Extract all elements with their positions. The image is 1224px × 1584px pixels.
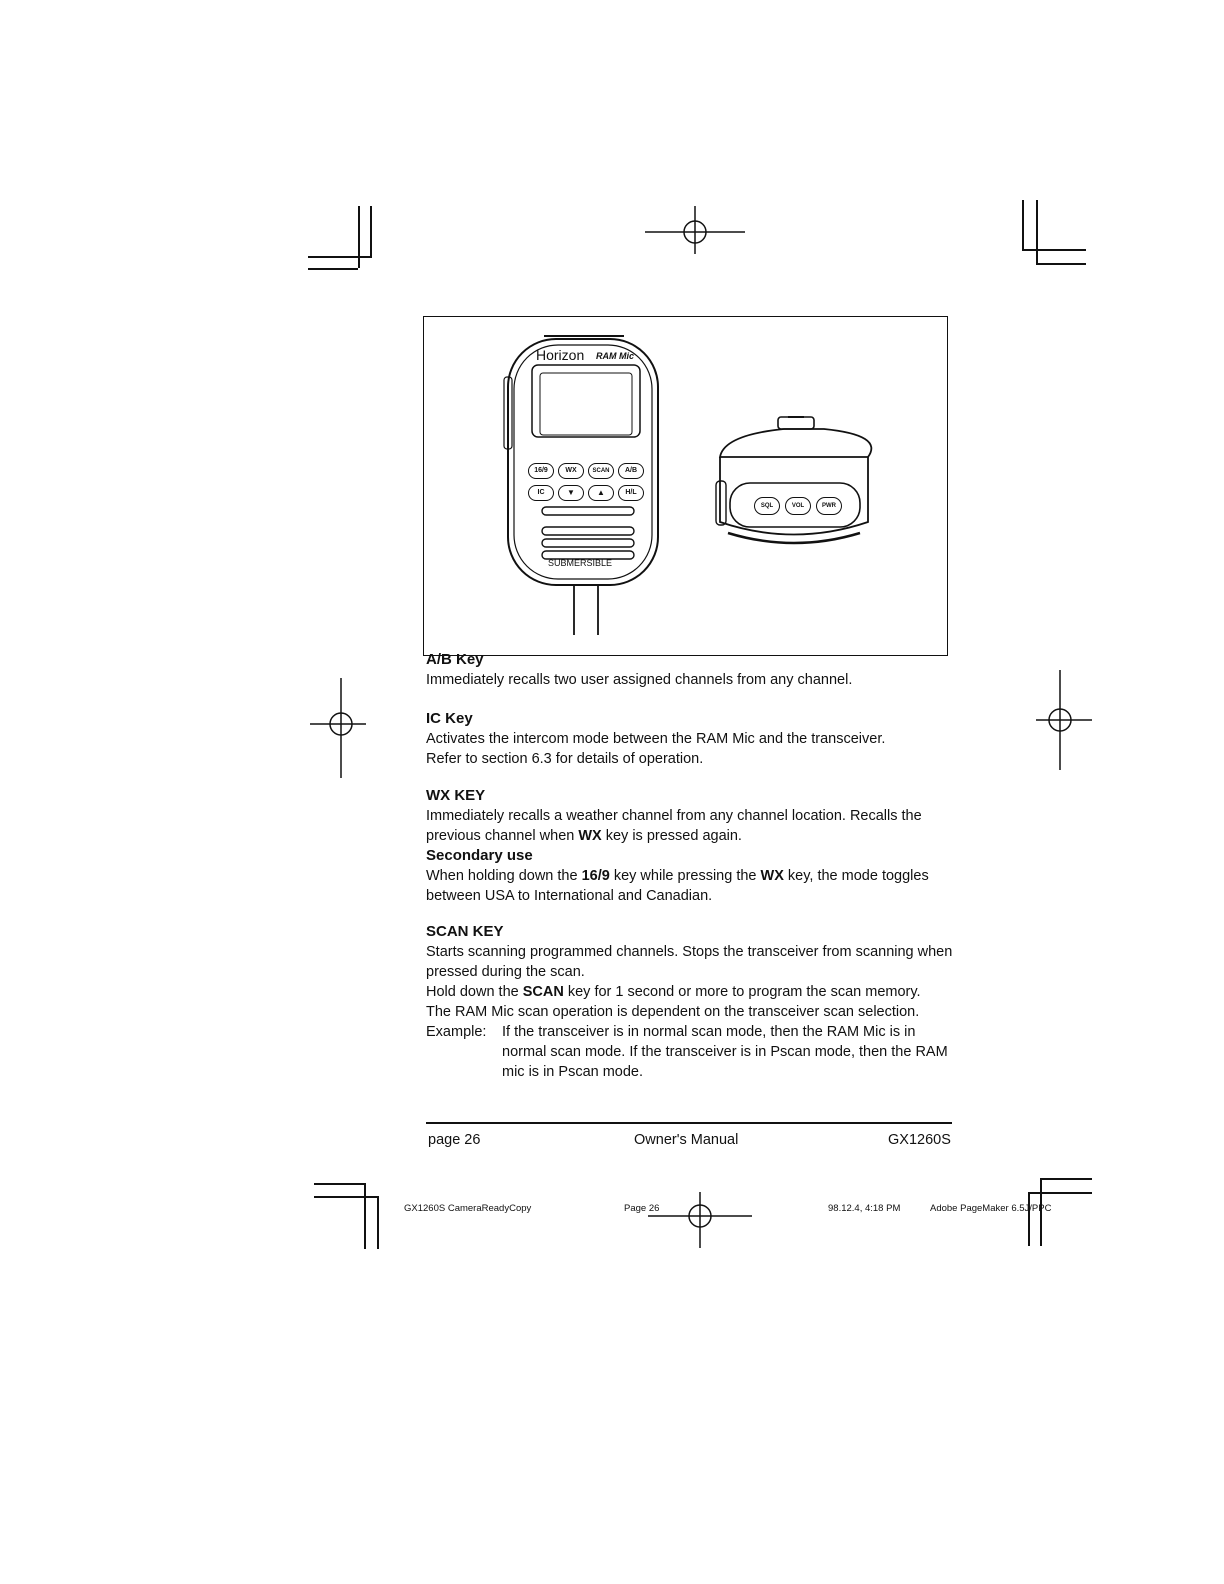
- section-heading: WX KEY: [426, 787, 486, 804]
- mic-key-wx: WX: [558, 463, 584, 479]
- section-heading: SCAN KEY: [426, 923, 504, 940]
- base-key-pwr: PWR: [816, 497, 842, 515]
- footer-model: GX1260S: [888, 1132, 951, 1148]
- section-scan-key: [426, 922, 954, 1082]
- registration-mark-bottom: [648, 1192, 754, 1250]
- base-key-sql: SQL: [754, 497, 780, 515]
- mic-key-hl: H/L: [618, 485, 644, 501]
- section-body: Immediately recalls a weather channel from any channel location. Recalls the previous channel when WX key is pressed again.: [426, 808, 922, 844]
- mic-keypad-row-1: [528, 463, 644, 479]
- mic-key-ab: A/B: [618, 463, 644, 479]
- slug-file-name: GX1260S CameraReadyCopy: [404, 1203, 532, 1214]
- footer-page-number: page 26: [428, 1132, 481, 1148]
- slug-datetime: 98.12.4, 4:18 PM: [828, 1203, 901, 1214]
- ram-mic-illustration: [424, 317, 946, 654]
- footer-rule: [426, 1122, 952, 1124]
- section-wx-key: [426, 786, 954, 906]
- figure-ram-mic: [423, 316, 948, 656]
- section-ab-key: [426, 650, 954, 690]
- section-body: Immediately recalls two user assigned channels from any channel.: [426, 672, 853, 688]
- mic-submersible-label: SUBMERSIBLE: [548, 558, 613, 568]
- mic-key-ic: IC: [528, 485, 554, 501]
- footer-title: Owner's Manual: [634, 1132, 739, 1148]
- example-text: If the transceiver is in normal scan mode, then the RAM Mic is in normal scan mode. If the transceiver is in Pscan mode, then the RAM mic is in Pscan mode.: [502, 1024, 948, 1080]
- mic-model-mark: RAM Mic: [596, 351, 634, 361]
- secondary-use-body: When holding down the 16/9 key while pressing the WX key, the mode toggles between USA to International and Canadian.: [426, 868, 929, 904]
- slug-application: Adobe PageMaker 6.5J/PPC: [930, 1203, 1052, 1214]
- mic-key-16-9: 16/9: [528, 463, 554, 479]
- registration-mark-left: [310, 678, 370, 778]
- mic-keypad-row-2: [528, 485, 644, 501]
- secondary-use-heading: Secondary use: [426, 847, 533, 864]
- base-key-vol: VOL: [785, 497, 811, 515]
- section-body-3: The RAM Mic scan operation is dependent on the transceiver scan selection.: [426, 1004, 920, 1020]
- section-body-line-2: Refer to section 6.3 for details of operation.: [426, 751, 704, 767]
- section-body-1: Starts scanning programmed channels. Stops the transceiver from scanning when pressed during the scan.: [426, 944, 953, 980]
- registration-mark-top: [640, 206, 750, 256]
- section-body-2: Hold down the SCAN key for 1 second or more to program the scan memory.: [426, 984, 921, 1000]
- slug-page: Page 26: [624, 1203, 660, 1214]
- section-ic-key: [426, 709, 954, 769]
- section-body-line-1: Activates the intercom mode between the RAM Mic and the transceiver.: [426, 731, 886, 747]
- base-keypad: [754, 497, 842, 515]
- example-row: [426, 1022, 954, 1082]
- mic-key-scan: SCAN: [588, 463, 614, 479]
- mic-brand-label: Horizon: [536, 347, 585, 363]
- section-heading: A/B Key: [426, 651, 484, 668]
- mic-key-down: ▼: [558, 485, 584, 501]
- section-heading: IC Key: [426, 710, 473, 727]
- mic-key-up: ▲: [588, 485, 614, 501]
- example-label: Example:: [426, 1024, 487, 1040]
- registration-mark-right: [1030, 670, 1094, 770]
